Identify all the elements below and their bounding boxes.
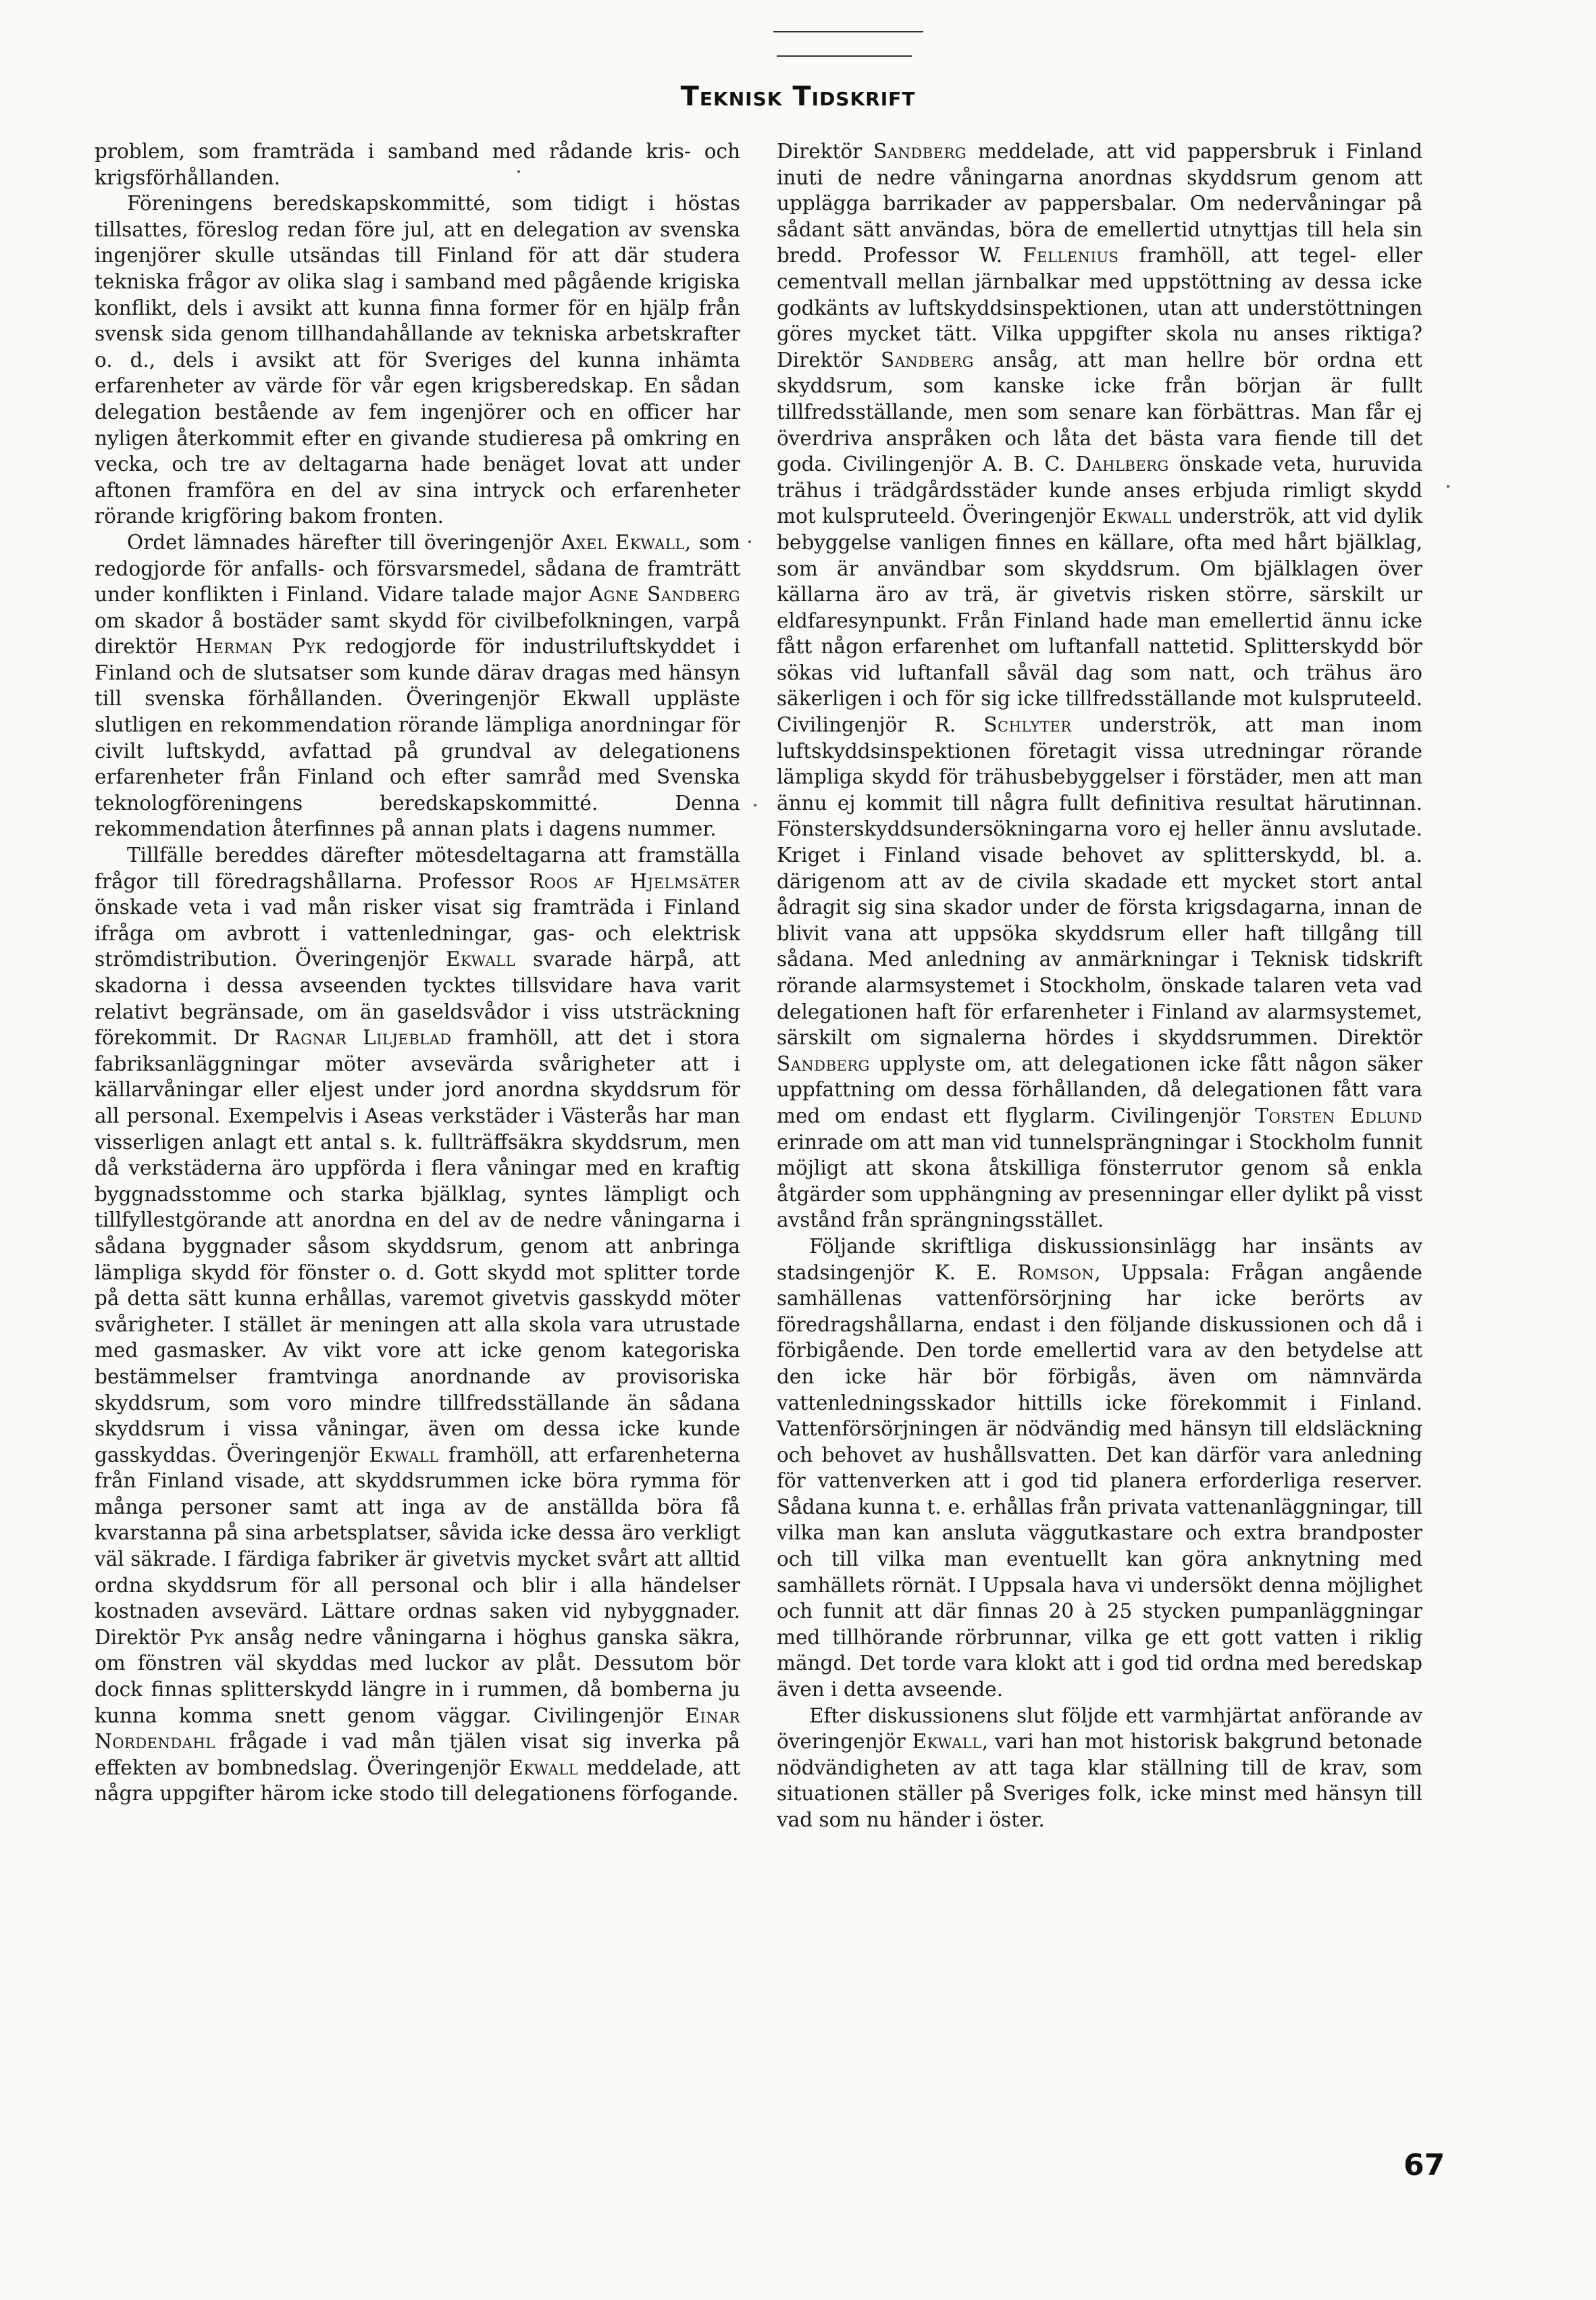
person-name: Ekwall (369, 1443, 439, 1466)
header-rule-top (773, 31, 923, 32)
header-rule-bottom (777, 55, 912, 57)
print-speck (748, 540, 751, 543)
person-name: Axel Ekwall (561, 530, 685, 554)
person-name: Sandberg (873, 140, 967, 163)
text-run: , vari han mot historisk bakgrund betonade nödvändigheten av att taga klar ställning till de krav, som situationen ställer på Sveriges folk, icke minst med hänsyn till vad som nu händer i öster. (777, 1730, 1422, 1831)
paragraph-discussion (95, 842, 740, 1807)
left-column (95, 138, 740, 1807)
text-run: , som redogjorde för anfalls- och försvarsmedel, sådana de framträtt under konflikten i Finland. Vidare talade major (95, 530, 740, 607)
text-run: meddelade, att några uppgifter härom icke stodo till delegationens förfogande. (95, 1756, 740, 1806)
text-run: Tillfälle bereddes därefter mötesdeltagarna att framställa frågor till föredragshållarna. Professor (95, 844, 740, 893)
person-name: Pyk (190, 1625, 225, 1649)
person-name: Torsten Edlund (1255, 1104, 1422, 1127)
person-name: Ragnar Liljeblad (274, 1026, 452, 1050)
text-run: Efter diskussionens slut följde ett varmhjärtat anförande av överingenjör (777, 1704, 1422, 1754)
paragraph-speakers (95, 530, 740, 842)
text-run: önskade veta, huruvida trähus i trädgårdsstäder kunde anses erbjuda rimligt skydd mot kulspruteeld. Överingenjör (777, 453, 1423, 528)
paragraph-closing (777, 1703, 1422, 1833)
text-run: meddelade, att vid pappersbruk i Finland inuti de nedre våningarna anordnas skyddsrum genom att upplägga barrikader av pappersbalar. Om nedervåningar på sådant sätt användas, böra de emellertid utnyttjas till hela sin bredd. Professor W. (777, 140, 1422, 267)
person-name: Schlyter (983, 713, 1072, 737)
text-run: underströk, att vid dylik bebyggelse vanligen finnes en källare, ofta med hårt bjälklag, som är användbar som skyddsrum. Om bjälklagen över källarna äro av trä, är givetvis risken större, särskilt ur eldfaresynpunkt. Från Finland hade man emellertid ännu icke fått någon erfarenhet om luftanfall nattetid. Splitterskydd bör sökas vid luftanfall såväl dag som natt, och trähus äro säkerligen i och för sig icke tillfredsställande mot kulspruteeld. Civilingenjör R. (777, 505, 1422, 737)
journal-title-text: Teknisk Tidskrift (680, 81, 916, 112)
person-name: Roos af Hjelmsäter (529, 869, 740, 893)
page-number: 67 (1404, 2148, 1445, 2182)
paragraph-water-supply (777, 1233, 1422, 1703)
text-run: svarade härpå, att skadorna i dessa avseenden tycktes tillsvidare hava varit relativt begränsade, om än gaseldsvådor i viss utsträckning förekommit. Dr (95, 948, 741, 1050)
paragraph-delegation: Föreningens beredskapskommitté, som tidigt i höstas tillsattes, föreslog redan före jul, att en delegation av svenska ingenjörer skulle utsändas till Finland för att där studera tekniska frågor av olika slag i samband med pågående krigiska konflikt, dels i avsikt att kunna finna former för en hjälp från svensk sida genom tillhandahållande av tekniska arbetskrafter o. d., dels i avsikt att för Sveriges del kunna inhämta erfarenheter av värde för vår egen krigsberedskap. En sådan delegation bestående av fem ingenjörer och en officer har nyligen återkommit efter en givande studieresa på omkring en vecka, och tre av deltagarna hade benäget lovat att under aftonen framföra en del av sina intryck och erfarenheter rörande krigföring bakom fronten. (95, 192, 740, 528)
person-name: Ekwall (509, 1756, 579, 1779)
person-name: Dahlberg (1075, 453, 1169, 476)
text-run: Ordet lämnades härefter till överingenjör (127, 530, 561, 554)
text-run: upplyste om, att delegationen icke fått någon säker uppfattning om dessa förhållanden, då delegationen fått vara med om endast ett flyglarm. Civilingenjör (777, 1052, 1422, 1127)
text-run: Direktör (777, 140, 874, 163)
text-run: ansåg, att man hellre bör ordna ett skyddsrum, som kanske icke från början är fullt tillfredsställande, men som senare kan förbättras. Man får ej överdriva anspråken och låta det bästa vara fiende till det goda. Civilingenjör A. B. C. (777, 348, 1422, 476)
person-name: Romson (1017, 1260, 1095, 1284)
journal-title (0, 81, 1596, 112)
text-run: redogjorde för industriluftskyddet i Finland och de slutsatser som kunde därav dragas med hänsyn till svenska förhållanden. Överingenjör Ekwall uppläste slutligen en rekommendation rörande lämpliga anordningar för civilt luftskydd, avfattad på grundval av delegationens erfarenheter från Finland och efter samråd med Svenska teknologföreningens beredskapskommitté. Denna rekommendation återfinnes på annan plats i dagens nummer. (95, 635, 740, 841)
person-name: Einar Nordendahl (95, 1704, 740, 1754)
person-name: Ekwall (1102, 505, 1172, 528)
print-speck (754, 804, 756, 807)
text-run: ansåg nedre våningarna i höghus ganska säkra, om fönstren väl skyddas med luckor av plåt. Dessutom bör dock finnas splitterskydd längre in i rummen, då bomberna ju kunna komma snett genom väggar. Civilingenjör (95, 1625, 740, 1727)
print-speck (1447, 485, 1449, 488)
text-run: om skador å bostäder samt skydd för civilbefolkningen, varpå direktör (95, 609, 740, 659)
text-run: önskade veta i vad mån risker visat sig framträda i Finland ifråga om avbrott i vattenledningar, gas- och elektrisk strömdistribution. Överingenjör (95, 896, 740, 971)
person-name: Sandberg (881, 348, 974, 372)
person-name: Agne Sandberg (588, 583, 740, 607)
text-run: frågade i vad mån tjälen visat sig inverka på effekten av bombnedslag. Överingenjör (95, 1730, 740, 1779)
text-run: Följande skriftliga diskussionsinlägg har insänts av stadsingenjör K. E. (777, 1234, 1422, 1284)
text-run: framhöll, att det i stora fabriksanläggningar möter avsevärda svårigheter att i källarvåningar eller eljest under jord anordna skyddsrum för all personal. Exempelvis i Aseas verkstäder i Västerås har man visserligen anlagt ett antal s. k. fullträffsäkra skyddsrum, men då verkstäderna äro uppförda i flera våningar med en kraftig byggnadsstomme och starka bjälklag, syntes lämpligt och tillfyllestgörande att anordna en del av de nedre våningarna i sådana byggnader såsom skyddsrum, genom att anbringa lämpliga skydd för fönster o. d. Gott skydd mot splitter torde på detta sätt kunna erhållas, varemot givetvis gasskydd möter svårigheter. I stället är meningen att alla skola vara utrustade med gasmasker. Av vikt vore att icke genom kategoriska bestämmelser framtvinga anordnande av provisoriska skyddsrum, som voro mindre tillfredsställande än sådana skyddsrum i vissa våningar, även om dessa icke kunde gasskyddas. Överingenjör (95, 1026, 741, 1466)
person-name: Ekwall (912, 1730, 982, 1754)
text-run: , Uppsala: Frågan angående samhällenas vattenförsörjning har icke berörts av föredragshållarna, endast i den följande diskussionen och då i förbigående. Den torde emellertid vara av den betydelse att den icke här bör förbigås, även om nämnvärda vattenledningsskador hittills icke förekommit i Finland. Vattenförsörjningen är nödvändig med hänsyn till eldsläckning och behovet av hushållsvatten. Det kan därför vara anledning för vattenverken att i god tid planera erforderliga reserver. Sådana kunna t. e. erhållas från privata vattenanläggningar, till vilka man kan ansluta väggutkastare och extra brandposter och till vilka man eventuellt kan göra anknytning med samhällets rörnät. I Uppsala hava vi undersökt denna möjlighet och funnit att där finnas 20 à 25 stycken pumpanläggningar med tillhörande rörbrunnar, vilka ge ett gott vatten i riklig mängd. Det torde vara klokt att i god tid ordna med beredskap även i detta avseende. (777, 1260, 1422, 1702)
person-name: Fellenius (1023, 244, 1119, 267)
person-name: Sandberg (777, 1052, 870, 1075)
person-name: Ekwall (445, 948, 516, 971)
right-column (777, 138, 1422, 1833)
text-run: erinrade om att man vid tunnelsprängningar i Stockholm funnit möjligt att skona åtskilliga fönsterrutor genom så enkla åtgärder som upphängning av presenningar eller dylikt på visst avstånd från sprängningsstället. (777, 1130, 1422, 1232)
paragraph-shelters (777, 138, 1422, 1233)
print-speck (517, 170, 520, 173)
text-run: framhöll, att erfarenheterna från Finland visade, att skyddsrummen icke böra rymma för många personer samt att inga av de anställda böra få kvarstanna på sina arbetsplatser, såvida icke dessa äro verkligt väl säkrade. I färdiga fabriker är givetvis mycket svårt att alltid ordna skyddsrum för all personal och blir i alla händelser kostnaden avsevärd. Lättare ordnas saken vid nybyggnader. Direktör (95, 1443, 740, 1649)
text-run: framhöll, att tegel- eller cementvall mellan järnbalkar med uppstöttning av dessa icke godkänts av luftskyddsinspektionen, utan att understöttningen göres mycket tätt. Vilka uppgifter skola nu anses riktiga? Direktör (777, 244, 1422, 372)
person-name: Herman Pyk (195, 635, 327, 659)
text-run: underströk, att man inom luftskyddsinspektionen företagit vissa utredningar rörande lämpliga skydd för trähusbebyggelser i förstäder, men att man ännu ej kommit till några fullt definitiva resultat härutinnan. Fönsterskyddsundersökningarna voro ej heller ännu avslutade. Kriget i Finland visade behovet av splitterskydd, bl. a. därigenom att av de civila skadade ett mycket stort antal ådragit sig sina skador under de första krigsdagarna, innan de blivit vana att uppsöka skyddsrum eller haft tillgång till sådana. Med anledning av anmärkningar i Teknisk tidskrift rörande alarmsystemet i Stockholm, önskade talaren veta vad delegationen haft för erfarenheter i Finland av alarmsystemet, särskilt om signalerna hördes i skyddsrummen. Direktör (777, 713, 1422, 1050)
paragraph-intro: problem, som framträda i samband med rådande kris- och krigsförhållanden. (95, 140, 740, 189)
